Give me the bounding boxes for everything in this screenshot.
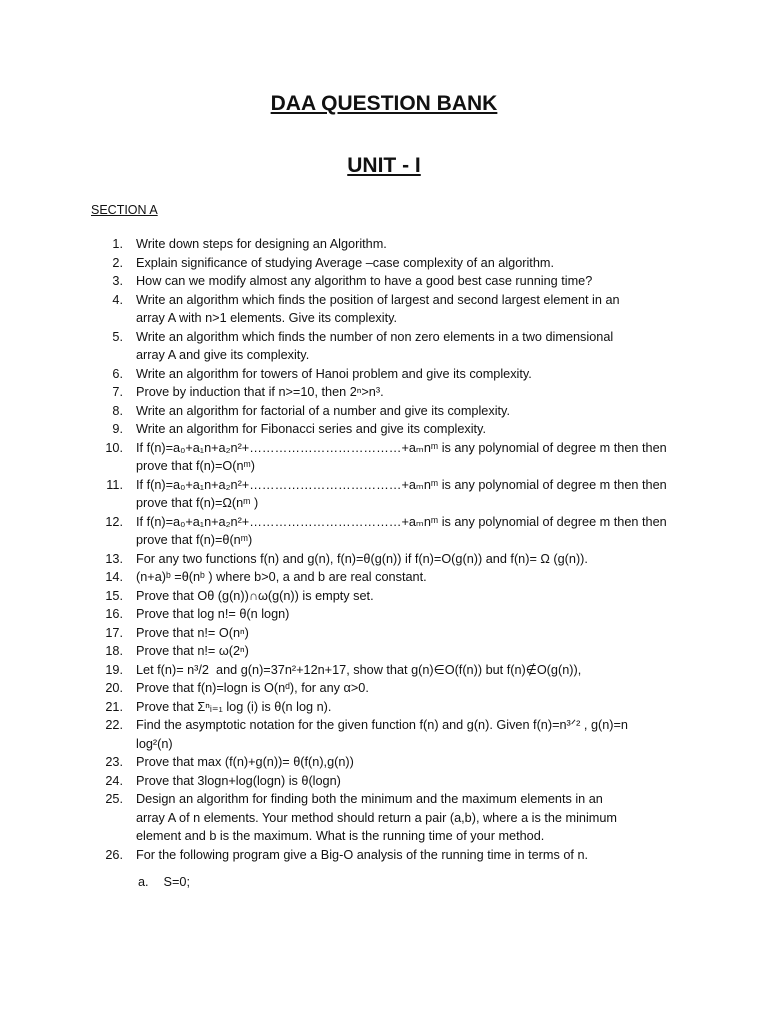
question-number: 20. bbox=[105, 681, 123, 695]
question-item bbox=[95, 550, 695, 569]
question-number: 17. bbox=[105, 625, 123, 640]
question-item bbox=[95, 513, 695, 550]
question-item bbox=[95, 716, 695, 753]
question-number: 4. bbox=[112, 292, 123, 307]
question-text: Write an algorithm which finds the position of largest and second largest element in an array A with n>1 elements. Give its complexity. bbox=[136, 292, 620, 325]
question-item bbox=[95, 328, 695, 365]
question-text: For the following program give a Big-O analysis of the running time in terms of n. bbox=[136, 847, 589, 862]
question-item bbox=[95, 753, 695, 772]
question-text: Let f(n)= n³/2 and g(n)=37n²+12n+17, show that g(n)∈O(f(n)) but f(n)∉O(g(n)), bbox=[136, 662, 582, 677]
question-text: (n+a)ᵇ =θ(nᵇ ) where b>0, a and b are real constant. bbox=[136, 570, 427, 584]
question-item bbox=[95, 365, 695, 384]
question-text: If f(n)=a₀+a₁n+a₂n²+………………………………+aₘnᵐ is any polynomial of degree m then then prove that f(n)=Ω(nᵐ ) bbox=[136, 477, 667, 510]
question-text: Prove that log n!= θ(n logn) bbox=[136, 607, 290, 621]
question-item bbox=[95, 642, 695, 661]
question-text: Write an algorithm for factorial of a number and give its complexity. bbox=[136, 403, 510, 418]
question-text: For any two functions f(n) and g(n), f(n)=θ(g(n)) if f(n)=O(g(n)) and f(n)= Ω (g(n)). bbox=[136, 551, 588, 566]
question-text: Explain significance of studying Average –case complexity of an algorithm. bbox=[136, 255, 554, 270]
question-text: Prove that Oθ (g(n))∩ω(g(n)) is empty set. bbox=[136, 588, 374, 603]
question-text: Prove that f(n)=logn is O(nᵈ), for any α>0. bbox=[136, 681, 369, 695]
document-title: DAA QUESTION BANK bbox=[270, 92, 498, 115]
question-list bbox=[95, 235, 695, 864]
question-item bbox=[95, 235, 695, 254]
question-item bbox=[95, 679, 695, 698]
question-number: 21. bbox=[105, 699, 123, 714]
question-number: 16. bbox=[105, 607, 123, 621]
question-text: If f(n)=a₀+a₁n+a₂n²+………………………………+aₘnᵐ is any polynomial of degree m then then prove that f(n)=O(nᵐ) bbox=[136, 440, 667, 473]
question-number: 14. bbox=[105, 570, 123, 584]
question-item bbox=[95, 383, 695, 402]
question-text: Prove that Σⁿᵢ₌₁ log (i) is θ(n log n). bbox=[136, 699, 332, 714]
question-item bbox=[95, 772, 695, 791]
question-number: 1. bbox=[112, 237, 123, 251]
question-item bbox=[95, 587, 695, 606]
question-text: Write an algorithm for Fibonacci series and give its complexity. bbox=[136, 422, 486, 436]
question-number: 22. bbox=[105, 718, 123, 732]
question-item bbox=[95, 568, 695, 587]
question-text: Prove that n!= ω(2ⁿ) bbox=[136, 644, 249, 658]
question-item bbox=[95, 790, 695, 846]
question-text: Prove that 3logn+log(logn) is θ(logn) bbox=[136, 773, 341, 788]
question-item bbox=[95, 420, 695, 439]
question-number: 24. bbox=[105, 773, 123, 788]
question-item bbox=[95, 402, 695, 421]
question-item bbox=[95, 439, 695, 476]
question-text: Write down steps for designing an Algorithm. bbox=[136, 237, 387, 251]
question-item bbox=[95, 698, 695, 717]
question-number: 5. bbox=[112, 329, 123, 344]
question-text: If f(n)=a₀+a₁n+a₂n²+………………………………+aₘnᵐ is any polynomial of degree m then then prove that f(n)=θ(nᵐ) bbox=[136, 514, 667, 547]
question-number: 3. bbox=[112, 274, 123, 288]
question-item bbox=[95, 846, 695, 865]
question-number: 23. bbox=[105, 755, 123, 769]
question-item bbox=[95, 254, 695, 273]
question-text: Find the asymptotic notation for the given function f(n) and g(n). Given f(n)=n³ᐟ² , g(n)=n log²(n) bbox=[136, 718, 628, 751]
question-number: 11. bbox=[106, 477, 123, 492]
sub-item-label: a. bbox=[138, 875, 149, 889]
question-text: Write an algorithm which finds the number of non zero elements in a two dimensional array A and give its complexity. bbox=[136, 329, 614, 362]
question-item bbox=[95, 624, 695, 643]
question-number: 15. bbox=[105, 588, 123, 603]
sub-item bbox=[138, 873, 190, 892]
question-number: 12. bbox=[105, 514, 123, 529]
question-item bbox=[95, 272, 695, 291]
question-number: 7. bbox=[112, 385, 123, 399]
question-text: Write an algorithm for towers of Hanoi problem and give its complexity. bbox=[136, 366, 532, 381]
question-text: Prove by induction that if n>=10, then 2ⁿ>n³. bbox=[136, 385, 384, 399]
question-item bbox=[95, 605, 695, 624]
question-number: 10. bbox=[105, 440, 123, 455]
question-number: 6. bbox=[112, 366, 123, 381]
section-heading: SECTION A bbox=[91, 203, 158, 217]
question-item bbox=[95, 291, 695, 328]
question-item bbox=[95, 476, 695, 513]
unit-title: UNIT - I bbox=[347, 154, 421, 177]
question-text: Design an algorithm for finding both the minimum and the maximum elements in an array A of n elements. Your method should return a pair (a,b), where a is the minimum element and b is the maximum. What is the running time of your method. bbox=[136, 792, 617, 843]
question-number: 26. bbox=[105, 847, 123, 862]
question-number: 8. bbox=[112, 403, 123, 418]
sub-item-text: S=0; bbox=[163, 875, 190, 889]
question-number: 25. bbox=[105, 792, 123, 806]
question-number: 18. bbox=[105, 644, 123, 658]
question-text: Prove that n!= O(nⁿ) bbox=[136, 625, 249, 640]
question-number: 2. bbox=[112, 255, 123, 270]
question-number: 19. bbox=[105, 662, 123, 677]
question-text: Prove that max (f(n)+g(n))= θ(f(n),g(n)) bbox=[136, 755, 354, 769]
question-number: 9. bbox=[112, 422, 123, 436]
question-item bbox=[95, 661, 695, 680]
question-text: How can we modify almost any algorithm to have a good best case running time? bbox=[136, 274, 593, 288]
question-number: 13. bbox=[105, 551, 123, 566]
